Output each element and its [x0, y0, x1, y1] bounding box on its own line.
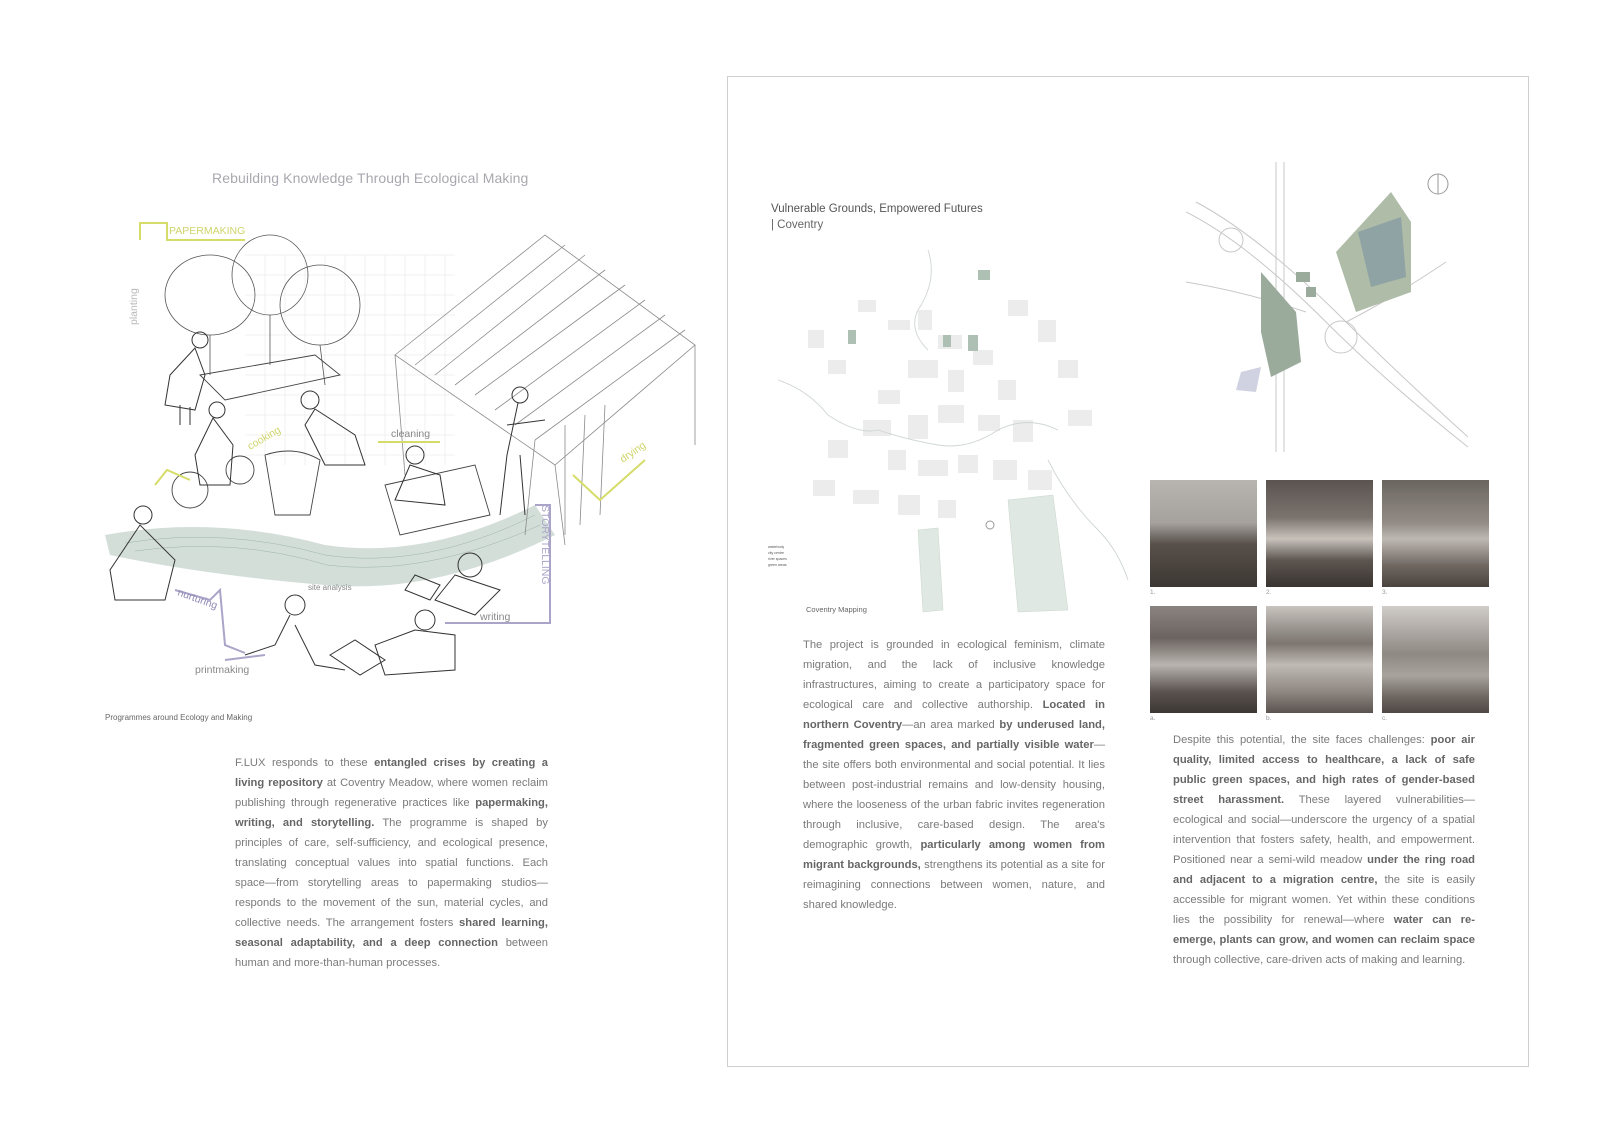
label-printmaking: printmaking: [195, 664, 250, 676]
text-run: The programme is shaped by principles of care, self-sufficiency, and ecological presence, translating conceptual values into spatial functions. Each space—from storytelling areas to papermaking studios—responds to the movement of the sun, material cycles, and collective needs. The arrangement fosters: [235, 817, 548, 929]
photo-number-1: 1.: [1150, 589, 1156, 596]
photo-number-a: a.: [1150, 715, 1156, 722]
right-page-subtitle: | Coventry: [771, 219, 824, 231]
programme-axonometric-illustration: [95, 215, 725, 710]
illustration-caption: Programmes around Ecology and Making: [105, 713, 253, 722]
map-legend-3: river spaces: [768, 557, 787, 561]
label-planting: planting: [128, 288, 140, 325]
label-storytelling: STORYTELLING: [539, 505, 551, 585]
right-body-text: [1173, 730, 1475, 970]
site-photo-4: [1150, 606, 1257, 713]
middle-body-text: [803, 635, 1105, 915]
text-run: Despite this potential, the site faces challenges:: [1173, 734, 1431, 746]
photo-number-3: 3.: [1382, 589, 1388, 596]
bold-text-run: Located in northern Coventry: [803, 699, 1105, 731]
label-writing: writing: [480, 611, 511, 623]
map-legend-4: green areas: [768, 563, 787, 567]
label-nurturing: nurturing: [175, 586, 220, 612]
bold-text-run: under the ring road and adjacent to a migration centre,: [1173, 854, 1475, 886]
bold-text-run: papermaking, writing, and storytelling.: [235, 797, 548, 829]
left-page-title: Rebuilding Knowledge Through Ecological Making: [212, 170, 529, 186]
site-photo-2: [1266, 480, 1373, 587]
site-photo-5: [1266, 606, 1373, 713]
coventry-city-map: [768, 240, 1138, 620]
site-photo-1: [1150, 480, 1257, 587]
text-run: through collective, care-driven acts of making and learning.: [1173, 954, 1466, 966]
map-caption: Coventry Mapping: [806, 605, 867, 614]
photo-number-2: 2.: [1266, 589, 1272, 596]
bold-text-run: water can re-emerge, plants can grow, and women can reclaim space: [1173, 914, 1475, 946]
text-run: F.LUX responds to these: [235, 757, 375, 769]
bold-text-run: shared learning, seasonal adaptability, and a deep connection: [235, 917, 548, 949]
photo-number-c: c.: [1382, 715, 1388, 722]
bold-text-run: entangled crises by creating a living repository: [235, 757, 549, 789]
site-photo-3: [1382, 480, 1489, 587]
text-run: the site is easily accessible for migrant women. Yet within these conditions lies the possibility for renewal—where: [1173, 874, 1475, 926]
site-photo-6: [1382, 606, 1489, 713]
label-papermaking: PAPERMAKING: [169, 225, 246, 237]
photo-number-b: b.: [1266, 715, 1272, 722]
left-body-text: [235, 753, 548, 973]
label-cleaning: cleaning: [391, 428, 431, 440]
bold-text-run: poor air quality, limited access to healthcare, a lack of safe public green spaces, and high rates of gender-based street harassment.: [1173, 734, 1475, 806]
site-location-map: [1186, 162, 1468, 452]
right-page-title: Vulnerable Grounds, Empowered Futures: [771, 203, 983, 215]
text-run: between human and more-than-human processes.: [235, 937, 548, 969]
bold-text-run: by underused land, fragmented green spaces, and partially visible water: [803, 719, 1105, 751]
text-run: —an area marked: [902, 719, 1000, 731]
label-cooking: cooking: [245, 424, 283, 453]
text-run: —the site offers both environmental and social potential. It lies between post-industrial remains and low-density housing, where the looseness of the urban fabric invites regeneration through inclusive, care-based design. The area's demographic growth,: [803, 739, 1105, 851]
text-run: strengthens its potential as a site for reimagining connections between women, nature, and shared knowledge.: [803, 859, 1105, 911]
label-drying: drying: [617, 439, 649, 466]
text-run: These layered vulnerabilities—ecological and social—underscore the urgency of a spatial intervention that fosters safety, health, and empowerment. Positioned near a semi-wild meadow: [1173, 794, 1475, 866]
text-run: The project is grounded in ecological feminism, climate migration, and the lack of inclusive knowledge infrastructures, aiming to create a participatory space for ecological care and collective authorship.: [803, 639, 1105, 711]
text-run: at Coventry Meadow, where women reclaim publishing through regenerative practices like: [235, 777, 548, 809]
bold-text-run: particularly among women from migrant backgrounds,: [803, 839, 1105, 871]
map-legend-1: waterbody: [768, 545, 785, 549]
label-site-analysis: site analysis: [308, 583, 352, 592]
map-legend-2: city centre: [768, 551, 784, 555]
